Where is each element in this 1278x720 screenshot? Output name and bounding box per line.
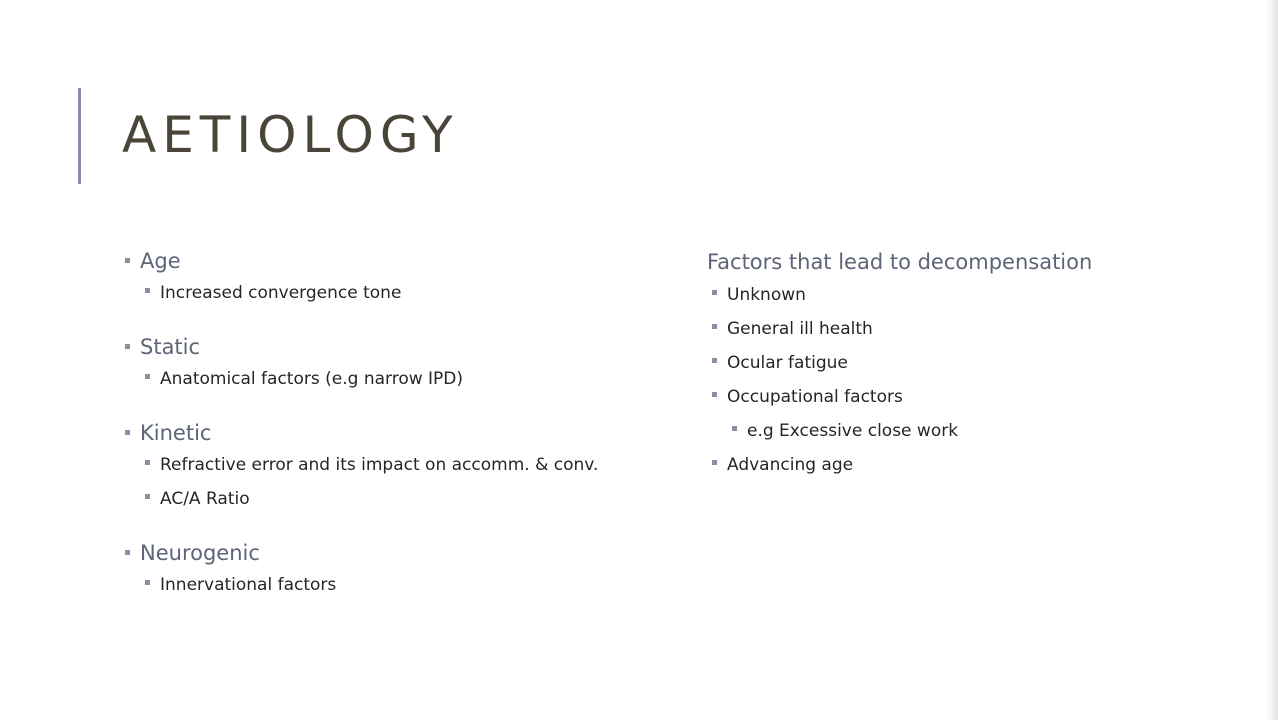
slide-edge-shadow xyxy=(1266,0,1278,720)
list-item-neurogenic xyxy=(125,538,685,602)
list-item-label: Age xyxy=(140,249,181,273)
list-item xyxy=(707,346,1227,380)
square-bullet-icon xyxy=(712,290,717,295)
list-subitem xyxy=(707,414,1227,448)
list-subitem-label: AC/A Ratio xyxy=(160,489,250,509)
square-bullet-icon xyxy=(145,374,150,379)
list-item-kinetic xyxy=(125,418,685,516)
list-subitem-label: Anatomical factors (e.g narrow IPD) xyxy=(160,369,464,389)
left-column xyxy=(125,246,685,624)
list-subitem-label: Refractive error and its impact on accomm. & conv. xyxy=(160,455,599,475)
list-item-label: Ocular fatigue xyxy=(727,353,848,373)
square-bullet-icon xyxy=(125,344,130,349)
list-item-age xyxy=(125,246,685,310)
square-bullet-icon xyxy=(145,288,150,293)
list-item xyxy=(707,312,1227,346)
list-item-label: General ill health xyxy=(727,319,873,339)
list-item xyxy=(707,380,1227,414)
list-item-label: Advancing age xyxy=(727,455,854,475)
square-bullet-icon xyxy=(712,392,717,397)
square-bullet-icon xyxy=(145,494,150,499)
list-subitem-label: Innervational factors xyxy=(160,575,337,595)
list-item xyxy=(707,278,1227,312)
list-item-static xyxy=(125,332,685,396)
list-item-label: Occupational factors xyxy=(727,387,903,407)
list-subitem-label: e.g Excessive close work xyxy=(747,421,959,441)
square-bullet-icon xyxy=(125,258,130,263)
list-item-label: Unknown xyxy=(727,285,806,305)
list-item-label: Neurogenic xyxy=(140,541,260,565)
square-bullet-icon xyxy=(125,550,130,555)
square-bullet-icon xyxy=(712,358,717,363)
title-accent-bar xyxy=(78,88,81,184)
square-bullet-icon xyxy=(712,324,717,329)
slide-title: AETIOLOGY xyxy=(122,106,459,164)
square-bullet-icon xyxy=(145,580,150,585)
list-item-label: Static xyxy=(140,335,201,359)
square-bullet-icon xyxy=(712,460,717,465)
right-column-heading: Factors that lead to decompensation xyxy=(707,250,1093,274)
square-bullet-icon xyxy=(145,460,150,465)
list-item xyxy=(707,448,1227,482)
list-subitem-label: Increased convergence tone xyxy=(160,283,402,303)
square-bullet-icon xyxy=(125,430,130,435)
right-column xyxy=(707,246,1227,482)
list-item-label: Kinetic xyxy=(140,421,212,445)
square-bullet-icon xyxy=(732,426,737,431)
